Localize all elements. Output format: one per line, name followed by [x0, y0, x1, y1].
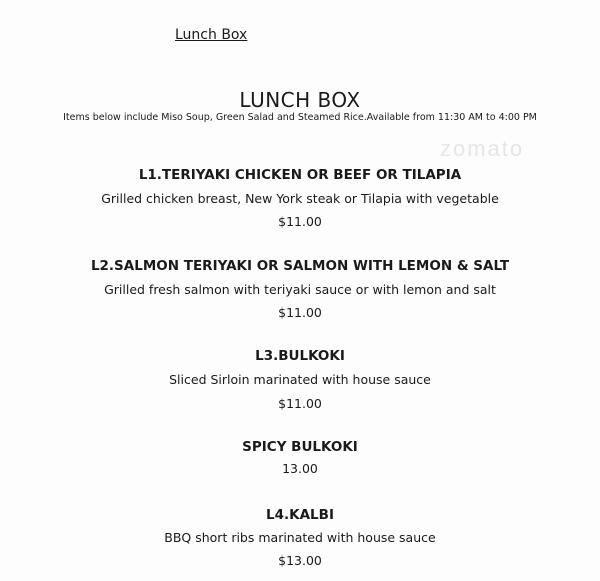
item-description: Sliced Sirloin marinated with house sauce [169, 372, 431, 387]
item-description: Grilled chicken breast, New York steak or Tilapia with vegetable [101, 191, 499, 206]
item-name: L2.SALMON TERIYAKI OR SALMON WITH LEMON & SALT [90, 258, 510, 274]
item-name: L4.KALBI [266, 507, 334, 523]
page-title: LUNCH BOX [239, 88, 361, 112]
item-name: SPICY BULKOKI [242, 439, 358, 455]
lunch-box-link[interactable]: Lunch Box [175, 27, 248, 43]
item-price: $11.00 [278, 396, 322, 411]
item-price: 13.00 [282, 461, 318, 476]
item-name: L3.BULKOKI [255, 348, 345, 364]
item-name: L1.TERIYAKI CHICKEN OR BEEF OR TILAPIA [138, 167, 462, 183]
item-description: Grilled fresh salmon with teriyaki sauce or with lemon and salt [104, 282, 496, 297]
watermark: zomato [440, 136, 525, 161]
item-price: $11.00 [278, 305, 322, 320]
item-description: BBQ short ribs marinated with house sauce [164, 530, 436, 545]
item-price: $11.00 [278, 214, 322, 229]
item-price: $13.00 [278, 553, 322, 568]
page-subtitle: Items below include Miso Soup, Green Salad and Steamed Rice.Available from 11:30 AM to 4:00 PM [63, 112, 537, 123]
